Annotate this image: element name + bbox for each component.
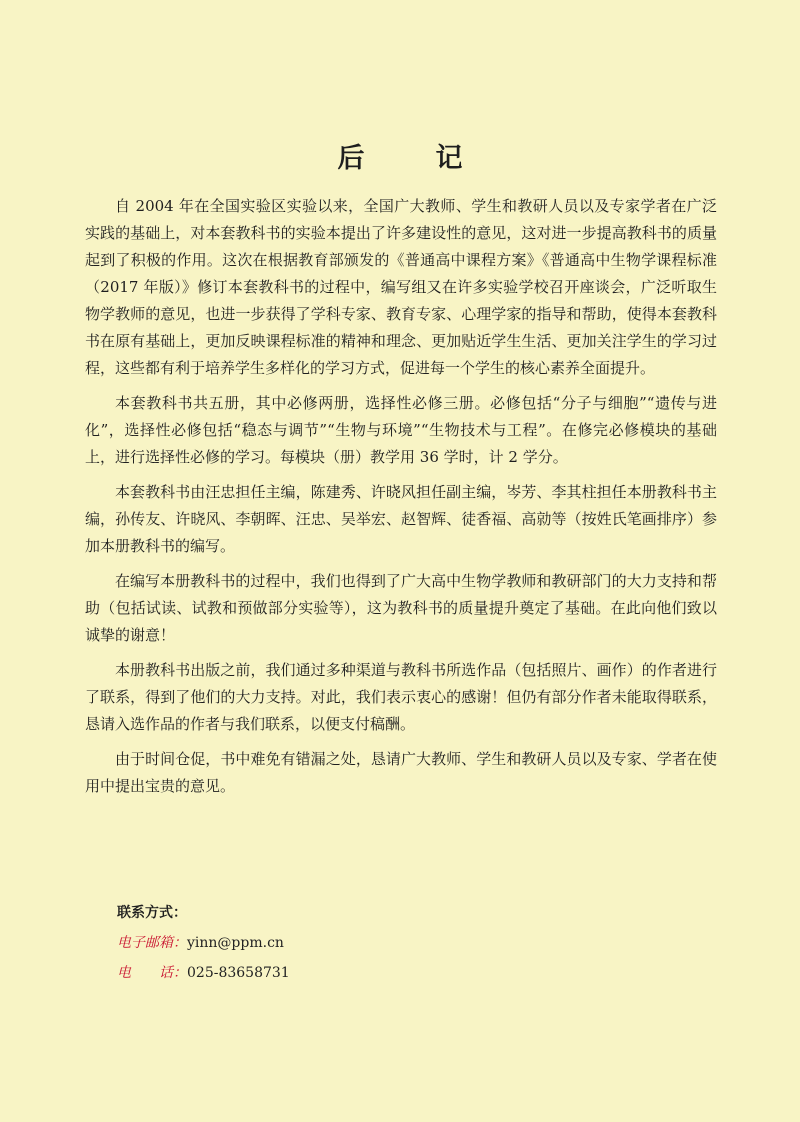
paragraph: 在编写本册教科书的过程中，我们也得到了广大高中生物学教师和教研部门的大力支持和帮助（包括试读、试教和预做部分实验等），这为教科书的质量提升奠定了基础。在此向他们致以诚挚的谢意！ [85, 572, 717, 644]
email-line [117, 932, 290, 952]
paragraph: 本套教科书共五册，其中必修两册，选择性必修三册。必修包括“分子与细胞”“遗传与进化”，选择性必修包括“稳态与调节”“生物与环境”“生物技术与工程”。在修完必修模块的基础上，进行选择性必修的学习。每模块（册）教学用 36 学时，计 2 学分。 [85, 394, 717, 466]
page-title: 后 记 [337, 143, 485, 174]
paragraph: 本套教科书由汪忠担任主编，陈建秀、许晓风担任副主编，岑芳、李其柱担任本册教科书主编，孙传友、许晓风、李朝晖、汪忠、吴举宏、赵智辉、徒香福、高勍等（按姓氏笔画排序）参加本册教科书的编写。 [85, 483, 717, 555]
phone-label: 电 话： [117, 965, 187, 981]
contact-heading: 联系方式： [117, 905, 187, 921]
phone-value: 025-83658731 [187, 965, 290, 981]
paragraph: 自 2004 年在全国实验区实验以来，全国广大教师、学生和教研人员以及专家学者在广泛实践的基础上，对本套教科书的实验本提出了许多建设性的意见，这对进一步提高教科书的质量起到了积极的作用。这次在根据教育部颁发的《普通高中课程方案》《普通高中生物学课程标准（2017 年版）》修订本套教科书的过程中，编写组又在许多实验学校召开座谈会，广泛听取生物学教师的意见，也进一步获得了学科专家、教育专家、心理学家的指导和帮助，使得本套教科书在原有基础上，更加反映课程标准的精神和理念、更加贴近学生生活、更加关注学生的学习过程，这些都有利于培养学生多样化的学习方式，促进每一个学生的核心素养全面提升。 [85, 197, 717, 377]
email-label: 电子邮箱： [117, 935, 187, 951]
afterword-body [85, 193, 717, 808]
paragraph: 由于时间仓促，书中难免有错漏之处，恳请广大教师、学生和教研人员以及专家、学者在使用中提出宝贵的意见。 [85, 750, 717, 795]
phone-line [117, 962, 290, 982]
paragraph: 本册教科书出版之前，我们通过多种渠道与教科书所选作品（包括照片、画作）的作者进行了联系，得到了他们的大力支持。对此，我们表示衷心的感谢！但仍有部分作者未能取得联系，恳请入选作品的作者与我们联系，以便支付稿酬。 [85, 661, 717, 733]
email-value[interactable]: yinn@ppm.cn [187, 935, 284, 951]
contact-section [117, 902, 290, 992]
